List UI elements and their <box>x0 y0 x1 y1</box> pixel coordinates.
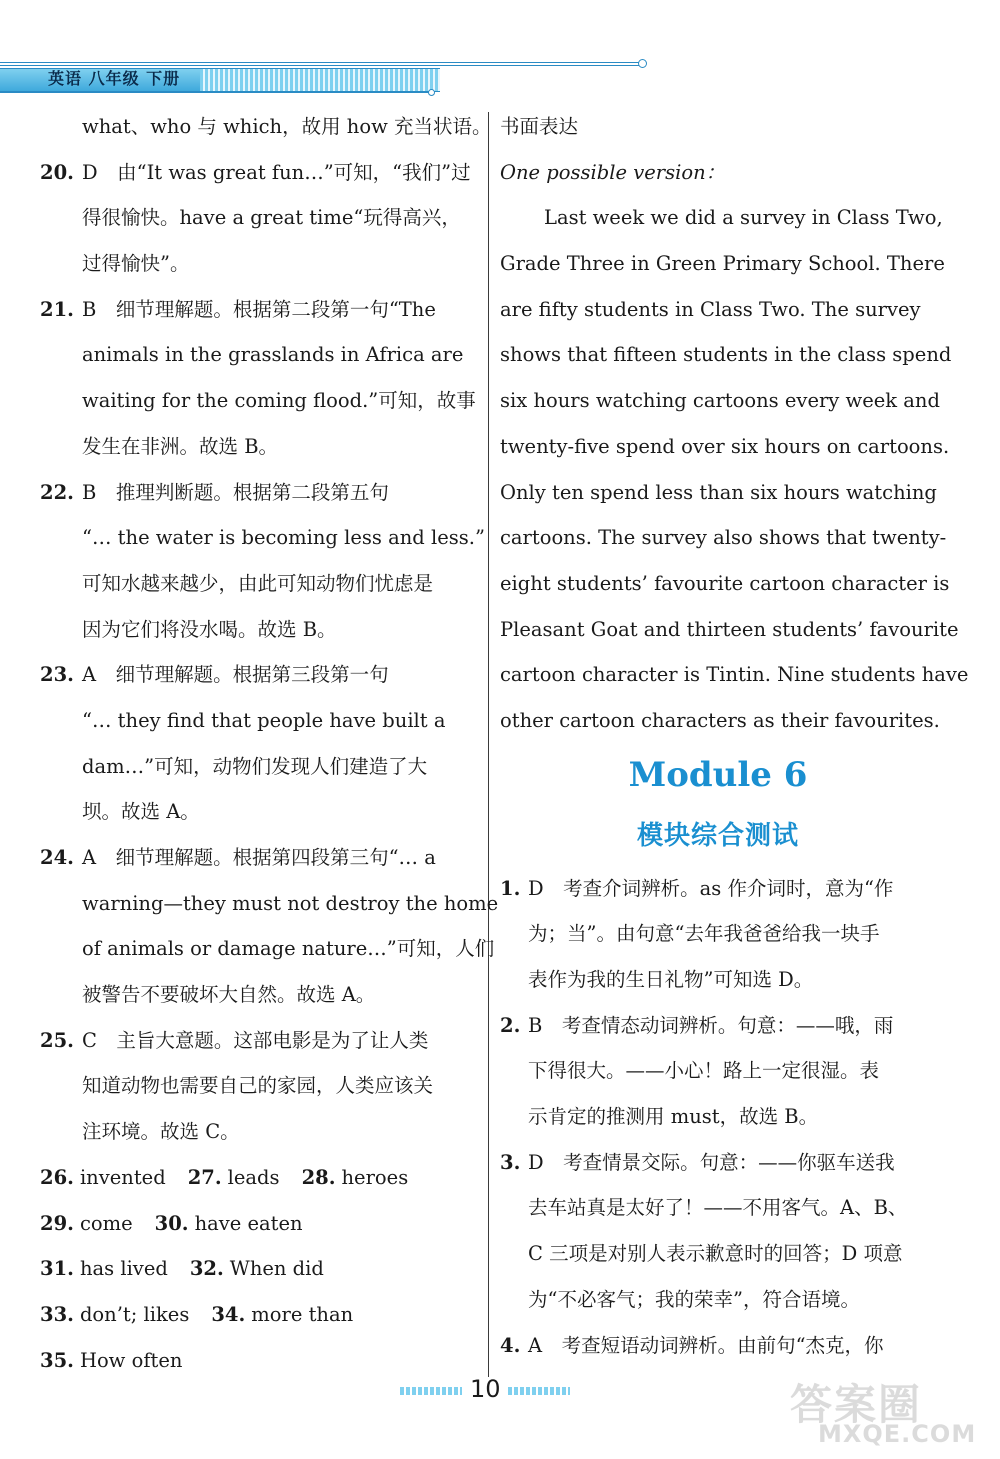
short-answer-row <box>40 1201 480 1247</box>
short-answer-item <box>40 1212 133 1235</box>
header-rule-top <box>0 62 640 63</box>
left-column <box>40 104 499 1383</box>
essay-line: six hours watching cartoons every week and <box>500 389 940 413</box>
question-number: 28. <box>301 1165 336 1189</box>
answer-line <box>40 698 480 744</box>
footer-stripe-left <box>400 1387 462 1395</box>
answer-text: more than <box>251 1302 354 1326</box>
answer-line <box>40 470 480 516</box>
answer-text: B 考查情态动词辨析。句意：——哦，雨 <box>528 1013 894 1037</box>
answer-line <box>40 104 492 150</box>
answer-line <box>500 1231 936 1277</box>
question-number: 24. <box>40 846 74 869</box>
answer-text: warning—they must not destroy the home <box>82 891 499 915</box>
question-number: 26. <box>40 1165 74 1189</box>
answer-text: heroes <box>341 1165 409 1189</box>
short-answer-item <box>190 1257 324 1280</box>
answer-text: How often <box>79 1348 183 1372</box>
question-number: 3. <box>500 1150 521 1174</box>
answer-text: 去车站真是太好了！——不用客气。A、B、 <box>528 1196 908 1220</box>
short-answer-item <box>302 1166 409 1189</box>
short-answer-item <box>155 1212 303 1235</box>
answer-text: D 由“It was great fun…”可知，“我们”过 <box>82 160 471 184</box>
answer-text: of animals or damage nature…”可知，人们 <box>82 937 495 961</box>
answer-line <box>40 515 485 561</box>
left-answer-lines <box>40 104 499 1155</box>
answer-text: 下得很大。——小心！路上一定很湿。表 <box>528 1059 880 1083</box>
answer-text: leads <box>227 1165 280 1189</box>
answer-line <box>40 881 499 927</box>
watermark-url: MXQE.COM <box>818 1420 977 1448</box>
question-number: 22. <box>40 480 74 504</box>
module-title: Module 6 <box>628 754 808 795</box>
answer-text: 过得愉快”。 <box>82 252 190 276</box>
answer-text: When did <box>229 1257 324 1281</box>
header-stripe-decoration <box>200 68 440 92</box>
question-number: 27. <box>187 1165 222 1189</box>
question-number: 2. <box>500 1013 521 1037</box>
question-number: 30. <box>154 1211 189 1235</box>
question-number: 31. <box>40 1257 74 1281</box>
answer-line <box>40 652 480 698</box>
footer-stripe-right <box>508 1387 570 1395</box>
answer-text: waiting for the coming flood.”可知，故事 <box>82 389 476 413</box>
essay-text <box>500 195 969 743</box>
answer-line <box>40 1109 480 1155</box>
answer-line <box>40 926 495 972</box>
answer-text: has lived <box>79 1257 168 1281</box>
question-number: 4. <box>500 1333 521 1357</box>
question-number: 20. <box>40 160 74 184</box>
answer-text: 为；当”。由句意“去年我爸爸给我一块手 <box>528 922 880 946</box>
answer-line <box>500 1323 936 1369</box>
answer-line <box>40 424 480 470</box>
page-header <box>0 58 660 94</box>
essay-line: cartoon character is Tintin. Nine students have <box>500 663 969 687</box>
column-divider <box>488 112 489 1377</box>
short-answer-lines <box>40 1155 480 1383</box>
short-answer-item <box>40 1257 168 1280</box>
essay-line: Only ten spend less than six hours watching <box>500 480 937 504</box>
header-title: 英语 八年级 下册 <box>48 69 181 88</box>
short-answer-item <box>40 1349 182 1372</box>
answer-text: A 细节理解题。根据第四段第三句“… a <box>82 846 436 869</box>
answer-text: don’t; likes <box>79 1302 190 1326</box>
answer-line <box>40 972 480 1018</box>
answer-text: 知道动物也需要自己的家园，人类应该关 <box>82 1074 434 1098</box>
answer-line <box>40 835 480 881</box>
question-number: 23. <box>40 663 74 687</box>
answer-line <box>40 607 480 653</box>
essay-line: shows that fifteen students in the class spend <box>500 343 952 367</box>
answer-text: “… they find that people have built a <box>82 708 446 732</box>
answer-line <box>500 1140 936 1186</box>
answer-text: animals in the grasslands in Africa are <box>82 343 464 367</box>
short-answer-row <box>40 1155 480 1201</box>
essay-line: Pleasant Goat and thirteen students’ favourite <box>500 617 959 641</box>
answer-text: 坝。故选 A。 <box>82 800 200 824</box>
answer-text: 被警告不要破坏大自然。故选 A。 <box>82 983 376 1007</box>
answer-line <box>500 1277 936 1323</box>
answer-line <box>500 1003 936 1049</box>
answer-line <box>40 561 480 607</box>
short-answer-item <box>211 1303 353 1326</box>
answer-text: A 细节理解题。根据第三段第一句 <box>82 663 389 687</box>
answer-line <box>500 1094 936 1140</box>
essay-line: other cartoon characters as their favourites. <box>500 708 940 732</box>
answer-line <box>40 287 480 333</box>
question-number: 34. <box>211 1302 246 1326</box>
answer-text: have eaten <box>194 1211 303 1235</box>
answer-line <box>40 1063 480 1109</box>
answer-line <box>40 332 480 378</box>
essay-line: twenty-five spend over six hours on cartoons. <box>500 434 950 458</box>
watermark-text: 答案圈 <box>790 1380 923 1429</box>
answer-line <box>40 1018 480 1064</box>
answer-line <box>500 957 936 1003</box>
answer-text: C 主旨大意题。这部电影是为了让人类 <box>82 1028 429 1052</box>
module-subtitle: 模块综合测试 <box>636 820 799 851</box>
writing-heading: 书面表达 <box>500 115 579 138</box>
question-number: 35. <box>40 1348 74 1372</box>
answer-text: “… the water is becoming less and less.” <box>82 526 485 550</box>
short-answer-item <box>40 1166 166 1189</box>
question-number: 32. <box>189 1257 224 1281</box>
essay-line: are fifty students in Class Two. The survey <box>500 297 921 321</box>
answer-text: what、who 与 which，故用 how 充当状语。 <box>82 115 492 138</box>
answer-line <box>500 866 936 912</box>
question-number: 33. <box>40 1302 74 1326</box>
answer-line <box>40 378 480 424</box>
short-answer-item <box>188 1166 280 1189</box>
answer-text: invented <box>79 1165 166 1189</box>
answer-line <box>40 789 480 835</box>
answer-text: 为“不必客气；我的荣幸”，符合语境。 <box>528 1287 860 1311</box>
short-answer-row <box>40 1292 480 1338</box>
answer-text: 得很愉快。have a great time“玩得高兴， <box>82 206 461 230</box>
right-column <box>500 104 969 1368</box>
answer-line <box>500 1185 936 1231</box>
answer-text: 表作为我的生日礼物”可知选 D。 <box>528 968 814 991</box>
module-answer-lines <box>500 866 936 1369</box>
answer-text: 发生在非洲。故选 B。 <box>82 434 279 458</box>
answer-text: B 细节理解题。根据第二段第一句“The <box>82 297 436 321</box>
answer-line <box>40 744 480 790</box>
answer-text: B 推理判断题。根据第二段第五句 <box>82 480 389 504</box>
answer-text: dam…”可知，动物们发现人们建造了大 <box>82 754 428 778</box>
header-rule-end-dot <box>638 59 647 68</box>
header-rule-bottom-dot <box>428 89 435 96</box>
answer-text: 因为它们将没水喝。故选 B。 <box>82 617 337 641</box>
answer-text: D 考查情景交际。句意：——你驱车送我 <box>528 1150 895 1174</box>
answer-line <box>500 1048 936 1094</box>
essay-line: cartoons. The survey also shows that twenty- <box>500 526 947 550</box>
header-rule-bottom <box>0 92 430 93</box>
answer-line <box>40 241 480 287</box>
answer-text: C 三项是对别人表示歉意时的回答；D 项意 <box>528 1242 903 1266</box>
version-label: One possible version： <box>500 160 726 184</box>
answer-line <box>500 911 936 957</box>
essay-line: Grade Three in Green Primary School. There <box>500 252 945 276</box>
answer-text: come <box>79 1211 133 1235</box>
essay-line: eight students’ favourite cartoon character is <box>500 571 950 595</box>
essay-line: Last week we did a survey in Class Two, <box>544 206 943 230</box>
question-number: 21. <box>40 297 74 321</box>
page-number: 10 <box>470 1375 501 1403</box>
short-answer-row <box>40 1246 480 1292</box>
page-footer <box>400 1375 570 1405</box>
answer-text: 可知水越来越少，由此可知动物们忧虑是 <box>82 571 434 595</box>
answer-text: D 考查介词辨析。as 作介词时，意为“作 <box>528 876 894 900</box>
question-number: 25. <box>40 1028 74 1052</box>
question-number: 29. <box>40 1211 74 1235</box>
answer-text: 示肯定的推测用 must，故选 B。 <box>528 1105 819 1129</box>
question-number: 1. <box>500 876 521 900</box>
answer-line <box>40 150 480 196</box>
watermark-logo <box>790 1372 990 1452</box>
short-answer-item <box>40 1303 189 1326</box>
answer-text: A 考查短语动词辨析。由前句“杰克，你 <box>528 1333 884 1357</box>
answer-line <box>40 195 480 241</box>
answer-text: 注环境。故选 C。 <box>82 1120 240 1144</box>
